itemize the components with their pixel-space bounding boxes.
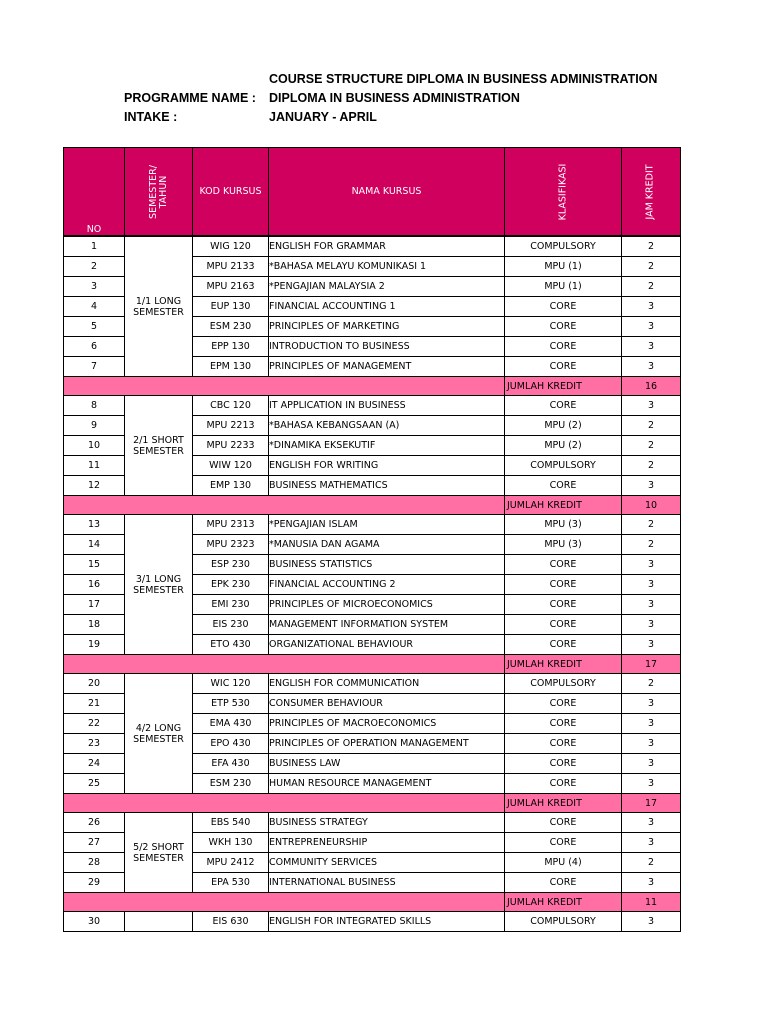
cell-no: 25 xyxy=(64,774,125,794)
cell-kod-kursus: ETO 430 xyxy=(193,635,269,655)
cell-nama-kursus: ENGLISH FOR INTEGRATED SKILLS xyxy=(269,912,505,932)
cell-nama-kursus: BUSINESS STRATEGY xyxy=(269,813,505,833)
intake-value: JANUARY - APRIL xyxy=(269,110,377,124)
cell-klasifikasi: MPU (2) xyxy=(505,416,622,436)
cell-jam-kredit: 2 xyxy=(622,257,681,277)
table-row xyxy=(64,236,681,257)
cell-jam-kredit: 3 xyxy=(622,754,681,774)
cell-no: 21 xyxy=(64,694,125,714)
cell-no: 20 xyxy=(64,674,125,694)
cell-jam-kredit: 3 xyxy=(622,833,681,853)
cell-kod-kursus: CBC 120 xyxy=(193,396,269,416)
cell-klasifikasi: CORE xyxy=(505,555,622,575)
cell-nama-kursus: *MANUSIA DAN AGAMA xyxy=(269,535,505,555)
total-label: JUMLAH KREDIT xyxy=(505,794,622,813)
cell-jam-kredit: 3 xyxy=(622,694,681,714)
cell-no: 2 xyxy=(64,257,125,277)
cell-kod-kursus: MPU 2323 xyxy=(193,535,269,555)
cell-klasifikasi: CORE xyxy=(505,714,622,734)
total-row xyxy=(64,893,681,912)
cell-no: 12 xyxy=(64,476,125,496)
cell-klasifikasi: CORE xyxy=(505,357,622,377)
programme-row xyxy=(124,89,724,108)
cell-no: 28 xyxy=(64,853,125,873)
total-value: 10 xyxy=(622,496,681,515)
table-row xyxy=(64,396,681,416)
cell-kod-kursus: MPU 2233 xyxy=(193,436,269,456)
table-row xyxy=(64,912,681,932)
cell-klasifikasi: CORE xyxy=(505,635,622,655)
cell-kod-kursus: EPP 130 xyxy=(193,337,269,357)
cell-kod-kursus: EMP 130 xyxy=(193,476,269,496)
cell-kod-kursus: MPU 2412 xyxy=(193,853,269,873)
cell-jam-kredit: 2 xyxy=(622,853,681,873)
cell-nama-kursus: *BAHASA KEBANGSAAN (A) xyxy=(269,416,505,436)
cell-klasifikasi: MPU (3) xyxy=(505,515,622,535)
total-row xyxy=(64,377,681,396)
cell-kod-kursus: EMA 430 xyxy=(193,714,269,734)
cell-kod-kursus: MPU 2133 xyxy=(193,257,269,277)
cell-klasifikasi: COMPULSORY xyxy=(505,456,622,476)
cell-jam-kredit: 3 xyxy=(622,357,681,377)
cell-kod-kursus: EIS 230 xyxy=(193,615,269,635)
cell-no: 30 xyxy=(64,912,125,932)
cell-nama-kursus: PRINCIPLES OF MANAGEMENT xyxy=(269,357,505,377)
cell-semester: 4/2 LONG SEMESTER xyxy=(125,674,193,794)
cell-semester: 2/1 SHORT SEMESTER xyxy=(125,396,193,496)
cell-klasifikasi: MPU (2) xyxy=(505,436,622,456)
cell-klasifikasi: CORE xyxy=(505,615,622,635)
column-header-jam-kredit: JAM KREDIT xyxy=(622,148,681,237)
table-header-row xyxy=(64,148,681,237)
cell-kod-kursus: EIS 630 xyxy=(193,912,269,932)
cell-no: 13 xyxy=(64,515,125,535)
cell-no: 26 xyxy=(64,813,125,833)
column-header-no: NO xyxy=(64,148,125,237)
cell-no: 9 xyxy=(64,416,125,436)
cell-kod-kursus: ESM 230 xyxy=(193,774,269,794)
cell-jam-kredit: 2 xyxy=(622,236,681,257)
cell-nama-kursus: CONSUMER BEHAVIOUR xyxy=(269,694,505,714)
cell-klasifikasi: MPU (1) xyxy=(505,257,622,277)
cell-nama-kursus: ENTREPRENEURSHIP xyxy=(269,833,505,853)
cell-nama-kursus: ENGLISH FOR COMMUNICATION xyxy=(269,674,505,694)
cell-no: 11 xyxy=(64,456,125,476)
cell-nama-kursus: ENGLISH FOR GRAMMAR xyxy=(269,236,505,257)
cell-nama-kursus: MANAGEMENT INFORMATION SYSTEM xyxy=(269,615,505,635)
cell-klasifikasi: COMPULSORY xyxy=(505,674,622,694)
cell-jam-kredit: 3 xyxy=(622,774,681,794)
cell-no: 8 xyxy=(64,396,125,416)
cell-klasifikasi: COMPULSORY xyxy=(505,236,622,257)
total-row xyxy=(64,655,681,674)
cell-semester: 5/2 SHORT SEMESTER xyxy=(125,813,193,893)
cell-jam-kredit: 3 xyxy=(622,635,681,655)
cell-klasifikasi: CORE xyxy=(505,337,622,357)
cell-kod-kursus: MPU 2313 xyxy=(193,515,269,535)
document-title: COURSE STRUCTURE DIPLOMA IN BUSINESS ADMINISTRATION xyxy=(269,72,658,86)
title-row xyxy=(124,70,724,89)
cell-no: 6 xyxy=(64,337,125,357)
cell-nama-kursus: BUSINESS LAW xyxy=(269,754,505,774)
cell-nama-kursus: INTRODUCTION TO BUSINESS xyxy=(269,337,505,357)
cell-no: 23 xyxy=(64,734,125,754)
table-row xyxy=(64,515,681,535)
cell-jam-kredit: 3 xyxy=(622,734,681,754)
cell-nama-kursus: *PENGAJIAN MALAYSIA 2 xyxy=(269,277,505,297)
intake-label: INTAKE : xyxy=(124,110,178,124)
cell-nama-kursus: PRINCIPLES OF OPERATION MANAGEMENT xyxy=(269,734,505,754)
cell-klasifikasi: CORE xyxy=(505,317,622,337)
cell-kod-kursus: EFA 430 xyxy=(193,754,269,774)
table-row xyxy=(64,674,681,694)
cell-jam-kredit: 3 xyxy=(622,297,681,317)
cell-jam-kredit: 3 xyxy=(622,615,681,635)
cell-nama-kursus: *BAHASA MELAYU KOMUNIKASI 1 xyxy=(269,257,505,277)
cell-klasifikasi: MPU (3) xyxy=(505,535,622,555)
cell-kod-kursus: ESM 230 xyxy=(193,317,269,337)
cell-no: 19 xyxy=(64,635,125,655)
cell-jam-kredit: 3 xyxy=(622,337,681,357)
cell-no: 17 xyxy=(64,595,125,615)
cell-klasifikasi: CORE xyxy=(505,873,622,893)
cell-no: 29 xyxy=(64,873,125,893)
cell-klasifikasi: MPU (4) xyxy=(505,853,622,873)
cell-kod-kursus: MPU 2213 xyxy=(193,416,269,436)
cell-semester: 1/1 LONG SEMESTER xyxy=(125,236,193,377)
cell-jam-kredit: 2 xyxy=(622,456,681,476)
intake-row xyxy=(124,108,724,127)
cell-kod-kursus: WIW 120 xyxy=(193,456,269,476)
cell-kod-kursus: EPK 230 xyxy=(193,575,269,595)
document-header xyxy=(124,70,724,127)
cell-nama-kursus: IT APPLICATION IN BUSINESS xyxy=(269,396,505,416)
cell-nama-kursus: *DINAMIKA EKSEKUTIF xyxy=(269,436,505,456)
cell-kod-kursus: EPA 530 xyxy=(193,873,269,893)
cell-klasifikasi: CORE xyxy=(505,396,622,416)
cell-jam-kredit: 3 xyxy=(622,595,681,615)
total-value: 17 xyxy=(622,794,681,813)
cell-nama-kursus: BUSINESS STATISTICS xyxy=(269,555,505,575)
cell-jam-kredit: 3 xyxy=(622,714,681,734)
cell-jam-kredit: 3 xyxy=(622,873,681,893)
cell-jam-kredit: 3 xyxy=(622,396,681,416)
total-value: 11 xyxy=(622,893,681,912)
cell-kod-kursus: EUP 130 xyxy=(193,297,269,317)
cell-nama-kursus: COMMUNITY SERVICES xyxy=(269,853,505,873)
cell-klasifikasi: CORE xyxy=(505,476,622,496)
cell-klasifikasi: MPU (1) xyxy=(505,277,622,297)
total-label: JUMLAH KREDIT xyxy=(505,893,622,912)
cell-kod-kursus: EPM 130 xyxy=(193,357,269,377)
programme-value: DIPLOMA IN BUSINESS ADMINISTRATION xyxy=(269,91,520,105)
cell-jam-kredit: 2 xyxy=(622,277,681,297)
cell-jam-kredit: 2 xyxy=(622,416,681,436)
cell-nama-kursus: PRINCIPLES OF MACROECONOMICS xyxy=(269,714,505,734)
cell-no: 5 xyxy=(64,317,125,337)
cell-no: 1 xyxy=(64,236,125,257)
cell-no: 4 xyxy=(64,297,125,317)
cell-klasifikasi: CORE xyxy=(505,754,622,774)
cell-jam-kredit: 3 xyxy=(622,813,681,833)
cell-nama-kursus: INTERNATIONAL BUSINESS xyxy=(269,873,505,893)
cell-klasifikasi: CORE xyxy=(505,297,622,317)
cell-nama-kursus: PRINCIPLES OF MARKETING xyxy=(269,317,505,337)
cell-nama-kursus: *PENGAJIAN ISLAM xyxy=(269,515,505,535)
column-header-klasifikasi: KLASIFIKASI xyxy=(505,148,622,237)
cell-no: 18 xyxy=(64,615,125,635)
total-row xyxy=(64,496,681,515)
cell-nama-kursus: ENGLISH FOR WRITING xyxy=(269,456,505,476)
cell-klasifikasi: COMPULSORY xyxy=(505,912,622,932)
cell-nama-kursus: BUSINESS MATHEMATICS xyxy=(269,476,505,496)
course-structure-table xyxy=(63,147,681,932)
cell-jam-kredit: 3 xyxy=(622,476,681,496)
column-header-nama-kursus: NAMA KURSUS xyxy=(269,148,505,237)
cell-klasifikasi: CORE xyxy=(505,595,622,615)
cell-jam-kredit: 2 xyxy=(622,674,681,694)
total-value: 16 xyxy=(622,377,681,396)
cell-kod-kursus: ESP 230 xyxy=(193,555,269,575)
table-body xyxy=(64,236,681,932)
cell-semester: 3/1 LONG SEMESTER xyxy=(125,515,193,655)
cell-kod-kursus: WIC 120 xyxy=(193,674,269,694)
cell-kod-kursus: EBS 540 xyxy=(193,813,269,833)
cell-jam-kredit: 3 xyxy=(622,575,681,595)
cell-jam-kredit: 2 xyxy=(622,436,681,456)
cell-no: 24 xyxy=(64,754,125,774)
cell-klasifikasi: CORE xyxy=(505,575,622,595)
total-row xyxy=(64,794,681,813)
cell-no: 3 xyxy=(64,277,125,297)
cell-jam-kredit: 2 xyxy=(622,535,681,555)
cell-no: 15 xyxy=(64,555,125,575)
cell-kod-kursus: ETP 530 xyxy=(193,694,269,714)
total-label: JUMLAH KREDIT xyxy=(505,655,622,674)
cell-jam-kredit: 2 xyxy=(622,515,681,535)
cell-nama-kursus: FINANCIAL ACCOUNTING 2 xyxy=(269,575,505,595)
cell-kod-kursus: EPO 430 xyxy=(193,734,269,754)
total-label: JUMLAH KREDIT xyxy=(505,377,622,396)
cell-jam-kredit: 3 xyxy=(622,555,681,575)
total-value: 17 xyxy=(622,655,681,674)
cell-no: 22 xyxy=(64,714,125,734)
cell-klasifikasi: CORE xyxy=(505,813,622,833)
cell-nama-kursus: PRINCIPLES OF MICROECONOMICS xyxy=(269,595,505,615)
cell-klasifikasi: CORE xyxy=(505,694,622,714)
cell-no: 27 xyxy=(64,833,125,853)
cell-no: 10 xyxy=(64,436,125,456)
cell-no: 7 xyxy=(64,357,125,377)
cell-nama-kursus: FINANCIAL ACCOUNTING 1 xyxy=(269,297,505,317)
cell-no: 14 xyxy=(64,535,125,555)
cell-kod-kursus: WKH 130 xyxy=(193,833,269,853)
cell-kod-kursus: WIG 120 xyxy=(193,236,269,257)
cell-klasifikasi: CORE xyxy=(505,833,622,853)
column-header-semester: SEMESTER/ TAHUN xyxy=(125,148,193,237)
cell-no: 16 xyxy=(64,575,125,595)
cell-klasifikasi: CORE xyxy=(505,774,622,794)
programme-label: PROGRAMME NAME : xyxy=(124,91,256,105)
cell-kod-kursus: MPU 2163 xyxy=(193,277,269,297)
cell-nama-kursus: HUMAN RESOURCE MANAGEMENT xyxy=(269,774,505,794)
cell-jam-kredit: 3 xyxy=(622,912,681,932)
cell-jam-kredit: 3 xyxy=(622,317,681,337)
table-row xyxy=(64,813,681,833)
cell-nama-kursus: ORGANIZATIONAL BEHAVIOUR xyxy=(269,635,505,655)
cell-kod-kursus: EMI 230 xyxy=(193,595,269,615)
column-header-kod-kursus: KOD KURSUS xyxy=(193,148,269,237)
cell-klasifikasi: CORE xyxy=(505,734,622,754)
cell-semester xyxy=(125,912,193,932)
total-label: JUMLAH KREDIT xyxy=(505,496,622,515)
